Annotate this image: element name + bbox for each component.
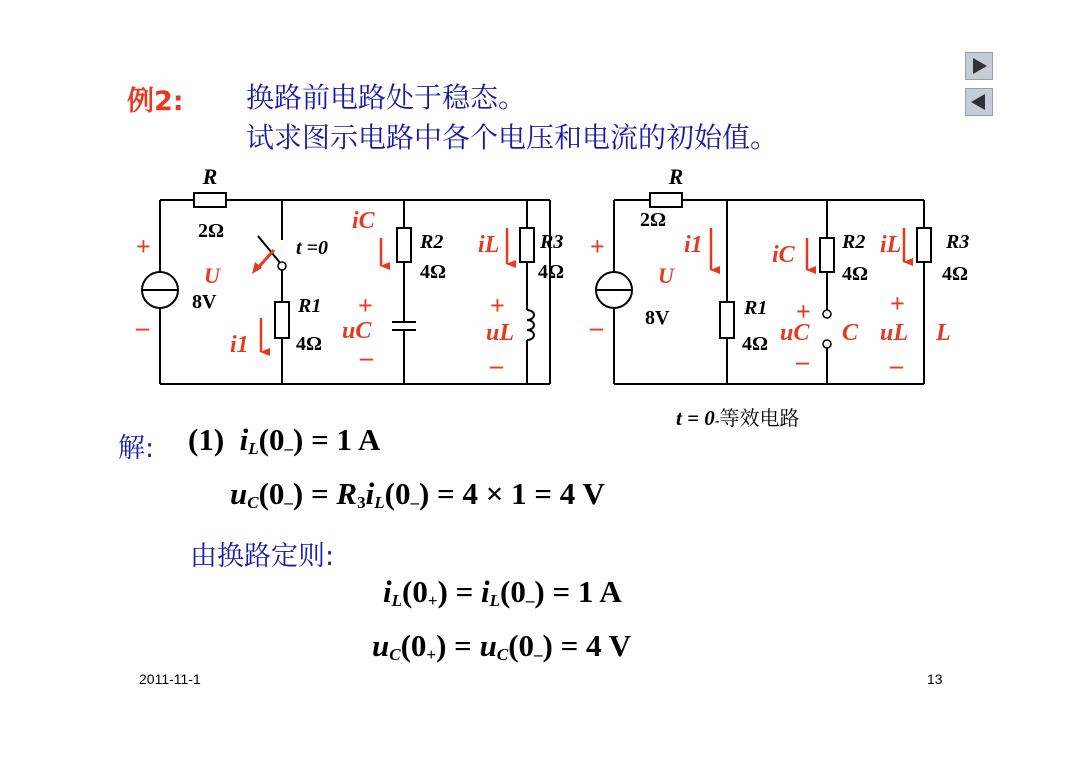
- resistor-R2: [397, 228, 411, 262]
- heading-line-2: 试求图示电路中各个电压和电流的初始值。: [246, 121, 779, 154]
- footer-date: 2011-11-1: [139, 671, 201, 687]
- c1-R2-value: 4Ω: [420, 261, 447, 283]
- equation-symbol: ) =: [437, 574, 482, 609]
- c2-iC-label: iC: [772, 242, 795, 268]
- c2-resistor-R: [650, 193, 682, 207]
- equation-symbol: C: [247, 493, 259, 512]
- equation-symbol: ) = 4 V: [542, 628, 632, 663]
- equation-symbol: 3: [357, 493, 366, 512]
- c1-R1-label: R1: [298, 295, 322, 317]
- c2-resistor-R2: [820, 238, 834, 272]
- equation-symbol: (1): [188, 422, 225, 457]
- c2-R2-value: 4Ω: [842, 263, 869, 285]
- c1-uL-label: uL: [486, 320, 515, 346]
- c1-uC-minus: –: [360, 343, 373, 372]
- equation-symbol: (0: [500, 574, 526, 609]
- equation-3: [383, 574, 622, 611]
- equation-symbol: –: [525, 591, 535, 610]
- equation-1: [188, 422, 380, 459]
- equation-symbol: C: [389, 645, 401, 664]
- equation-4: [372, 628, 631, 665]
- c1-minus: –: [136, 313, 149, 342]
- c2-minus: –: [590, 313, 603, 342]
- c1-i1-label: i1: [230, 332, 249, 358]
- c2-R2-label: R2: [842, 231, 866, 253]
- c1-iL-label: iL: [478, 232, 500, 258]
- solution-label: 解:: [118, 433, 155, 464]
- equation-symbol: (0: [508, 628, 535, 663]
- c1-iC-label: iC: [352, 208, 375, 234]
- equation-symbol: C: [496, 645, 509, 664]
- c2-R3-value: 4Ω: [942, 263, 969, 285]
- equation-symbol: L: [391, 591, 403, 610]
- c1-uL-plus: +: [490, 291, 505, 320]
- c2-uC-plus: +: [796, 297, 811, 326]
- equation-symbol: u: [479, 628, 497, 663]
- equation-2: [230, 476, 605, 513]
- c1-R3-label: R3: [540, 231, 564, 253]
- c1-R2-label: R2: [420, 231, 444, 253]
- equation-symbol: ) =: [292, 476, 337, 511]
- equation-symbol: L: [374, 493, 385, 512]
- c2-uC-minus: –: [796, 347, 809, 376]
- c1-R-label: R: [202, 164, 218, 189]
- equation-symbol: i: [239, 422, 249, 457]
- equation-symbol: u: [230, 476, 248, 511]
- equation-symbol: (0: [400, 628, 427, 663]
- c2-R3-label: R3: [946, 231, 970, 253]
- c2-R-label: R: [668, 164, 684, 189]
- equation-symbol: i: [365, 476, 375, 511]
- example-label: 例2:: [127, 86, 184, 117]
- equation-symbol: –: [284, 439, 293, 458]
- c1-U-value: 8V: [192, 291, 217, 313]
- equation-symbol: (0: [402, 574, 428, 609]
- c2-uL-minus: –: [890, 351, 903, 380]
- equation-symbol: (0: [384, 476, 411, 511]
- c2-L-label: L: [936, 320, 951, 346]
- resistor-R1: [275, 302, 289, 338]
- equation-symbol: ) =: [436, 628, 480, 663]
- c2-caption-t: t = 0: [676, 406, 715, 430]
- c2-caption-sub: -: [714, 414, 720, 429]
- equation-symbol: L: [489, 591, 501, 610]
- c1-U-label: U: [204, 263, 220, 288]
- equation-symbol: –: [410, 493, 419, 512]
- equation-symbol: (0: [258, 422, 285, 457]
- heading-line-1: 换路前电路处于稳态。: [246, 81, 527, 114]
- c1-plus: +: [136, 232, 151, 261]
- footer-page-number: 13: [927, 671, 943, 687]
- c1-switch-label: t =0: [296, 237, 328, 259]
- c2-R-value: 2Ω: [640, 209, 667, 231]
- c2-resistor-R1: [720, 302, 734, 338]
- c2-resistor-R3: [917, 228, 931, 262]
- equation-symbol: i: [481, 574, 490, 609]
- c2-caption-text: 等效电路: [719, 406, 800, 430]
- equation-symbol: ) = 1 A: [293, 422, 381, 457]
- c1-R1-value: 4Ω: [296, 333, 323, 355]
- rule-label: 由换路定则:: [190, 541, 335, 572]
- resistor-R: [194, 193, 226, 207]
- c2-iL-label: iL: [880, 232, 902, 258]
- c2-plus: +: [590, 232, 605, 261]
- equation-symbol: +: [426, 645, 437, 664]
- equation-symbol: –: [284, 493, 293, 512]
- equation-symbol: u: [372, 628, 390, 663]
- c2-uC-label: uC: [780, 320, 810, 346]
- c2-R1-label: R1: [744, 297, 768, 319]
- equation-symbol: i: [383, 574, 392, 609]
- equation-symbol: L: [248, 439, 259, 458]
- c2-i1-label: i1: [684, 232, 703, 258]
- c2-U-value: 8V: [645, 307, 670, 329]
- resistor-R3: [520, 228, 534, 262]
- c1-uC-plus: +: [358, 291, 373, 320]
- equation-symbol: ) = 4 × 1 = 4 V: [418, 476, 605, 511]
- c2-R1-value: 4Ω: [742, 333, 769, 355]
- c1-uC-label: uC: [342, 318, 372, 344]
- c2-uL-plus: +: [890, 289, 905, 318]
- equation-symbol: (0: [258, 476, 285, 511]
- c1-R-value: 2Ω: [198, 220, 225, 242]
- equation-symbol: R: [336, 476, 358, 511]
- c2-C-label: C: [842, 320, 859, 346]
- equation-symbol: ) = 1 A: [534, 574, 622, 609]
- c2-U-label: U: [658, 263, 674, 288]
- c2-uL-label: uL: [880, 320, 909, 346]
- equation-symbol: –: [534, 645, 543, 664]
- equation-symbol: +: [427, 591, 438, 610]
- c1-uL-minus: –: [490, 351, 503, 380]
- c1-R3-value: 4Ω: [538, 261, 565, 283]
- c2-caption: [676, 402, 799, 431]
